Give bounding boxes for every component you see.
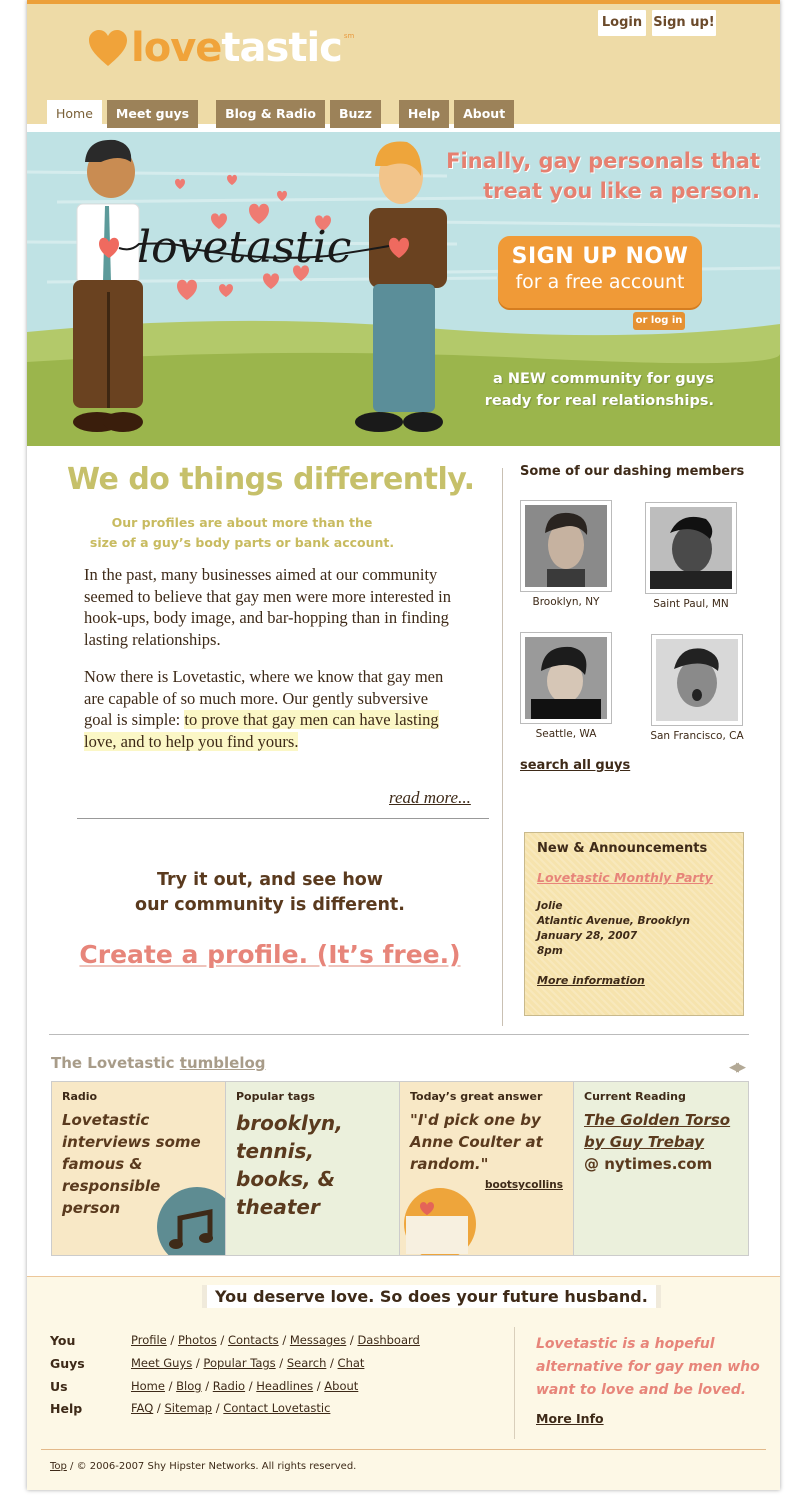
footer-link-photos[interactable]: Photos: [177, 1333, 217, 1347]
section-divider: [49, 1034, 749, 1035]
member-avatar-icon: [650, 507, 732, 589]
news-title: New & Announcements: [537, 841, 708, 856]
create-profile-link[interactable]: Create a profile. (It’s free.): [79, 940, 461, 969]
footer-link-sitemap[interactable]: Sitemap: [164, 1401, 213, 1415]
news-more-info-link[interactable]: More information: [537, 974, 645, 987]
tumblelog-popular-tags[interactable]: Popular tags brooklyn, tennis, books, & theater: [226, 1082, 400, 1255]
hero-headline: Finally, gay personals that treat you like a person.: [446, 149, 760, 203]
man-left: [73, 140, 143, 432]
footer-link-search[interactable]: Search: [286, 1356, 327, 1370]
hero-login-button[interactable]: or log in: [633, 312, 685, 330]
member-card[interactable]: [637, 634, 757, 742]
site-header: [27, 0, 780, 124]
footer-link-messages[interactable]: Messages: [289, 1333, 347, 1347]
tumblelog-arrows[interactable]: [729, 1060, 743, 1075]
intro-paragraph-2: Now there is Lovetastic, where we know that gay men are capable of so much more. Our gently subversive goal is simple: to prove that gay men can have lasting love, and to help you find yours.: [84, 667, 444, 751]
footer-rule: [41, 1449, 766, 1450]
tab-home[interactable]: Home: [47, 100, 102, 128]
hero-script-wordmark: lovetastic: [137, 222, 352, 273]
intro-title: We do things differently.: [67, 462, 475, 497]
tab-help[interactable]: Help: [399, 100, 449, 128]
tab-blog-radio[interactable]: Blog & Radio: [216, 100, 325, 128]
intro-paragraph-1: In the past, many businesses aimed at our community seemed to believe that gay men were more interested in hook-ups, body image, and bar-hopping than in finding lasting relationships.: [84, 565, 451, 649]
member-photo[interactable]: [520, 632, 612, 724]
music-note-icon: [152, 1182, 226, 1255]
answer-author-link[interactable]: bootsycollins: [484, 1179, 563, 1191]
back-to-top-link[interactable]: Top: [50, 1461, 67, 1472]
service-mark: sm: [343, 32, 355, 40]
footer-link-about[interactable]: About: [324, 1379, 359, 1393]
footer-tagline: You deserve love. So does your future husband.: [207, 1285, 656, 1308]
page: [27, 0, 780, 1490]
read-more-link[interactable]: read more...: [389, 788, 471, 807]
footer-link-profile[interactable]: Profile: [131, 1333, 167, 1347]
tumblelog-grid: [51, 1081, 749, 1256]
tumblelog-radio[interactable]: Radio Lovetastic interviews some famous & responsible person: [52, 1082, 226, 1255]
signup-now-button[interactable]: SIGN UP NOW for a free account: [498, 236, 702, 308]
site-footer: [27, 1276, 780, 1490]
footer-link-blog[interactable]: Blog: [176, 1379, 202, 1393]
tab-meet-guys[interactable]: Meet guys: [107, 100, 198, 128]
column-divider: [502, 468, 503, 1026]
intro-body: [84, 564, 454, 768]
member-location: San Francisco, CA: [650, 730, 744, 742]
logo[interactable]: [87, 26, 354, 70]
news-box: [524, 832, 744, 1016]
footer-link-chat[interactable]: Chat: [337, 1356, 365, 1370]
tab-about[interactable]: About: [454, 100, 514, 128]
news-event-link[interactable]: Lovetastic Monthly Party: [537, 870, 713, 885]
folder-heart-icon: [400, 1180, 480, 1255]
reading-title-link[interactable]: The Golden Torso by Guy Trebay: [584, 1111, 731, 1151]
tumblelog-great-answer[interactable]: Today’s great answer "I'd pick one by Anne Coulter at random." bootsycollins: [400, 1082, 574, 1255]
news-event-details: Jolie Atlantic Avenue, Brooklyn January 28, 2007 8pm: [537, 900, 690, 957]
member-location: Saint Paul, MN: [653, 598, 729, 610]
hero-banner: [27, 132, 780, 446]
member-card[interactable]: [506, 500, 626, 608]
try-it-text: Try it out, and see how our community is different.: [135, 870, 405, 915]
member-photo[interactable]: [520, 500, 612, 592]
footer-row-help: Help FAQ / Sitemap / Contact Lovetastic: [50, 1401, 331, 1416]
member-avatar-icon: [656, 639, 738, 721]
tab-buzz[interactable]: Buzz: [330, 100, 381, 128]
footer-link-popular-tags[interactable]: Popular Tags: [203, 1356, 276, 1370]
footer-row-you: You Profile / Photos / Contacts / Messages / Dashboard: [50, 1333, 420, 1348]
footer-link-headlines[interactable]: Headlines: [256, 1379, 314, 1393]
tumblelog-current-reading[interactable]: Current Reading The Golden Torso by Guy Trebay @ nytimes.com: [574, 1082, 748, 1255]
footer-link-meet-guys[interactable]: Meet Guys: [131, 1356, 193, 1370]
member-photo[interactable]: [645, 502, 737, 594]
intro-subtitle: Our profiles are about more than the size of a guy’s body parts or bank account.: [89, 515, 395, 550]
tumblelog-title: The Lovetastic tumblelog: [51, 1054, 266, 1072]
hero-tagline: a NEW community for guys ready for real relationships.: [484, 371, 714, 409]
heart-logo-icon: [87, 28, 129, 68]
tumblelog-link[interactable]: tumblelog: [179, 1054, 266, 1072]
footer-link-radio[interactable]: Radio: [212, 1379, 246, 1393]
main-nav: [47, 100, 519, 128]
footer-row-us: Us Home / Blog / Radio / Headlines / About: [50, 1379, 359, 1394]
footer-link-contact[interactable]: Contact Lovetastic: [223, 1401, 331, 1415]
login-button[interactable]: Login: [598, 10, 646, 36]
footer-row-guys: Guys Meet Guys / Popular Tags / Search / Chat: [50, 1356, 365, 1371]
section-divider: [77, 818, 489, 819]
footer-link-dashboard[interactable]: Dashboard: [357, 1333, 420, 1347]
footer-link-home[interactable]: Home: [131, 1379, 165, 1393]
signup-button[interactable]: Sign up!: [652, 10, 716, 36]
member-avatar-icon: [525, 505, 607, 587]
footer-more-info-link[interactable]: More Info: [536, 1411, 604, 1426]
members-title: Some of our dashing members: [520, 464, 745, 479]
member-location: Seattle, WA: [535, 728, 597, 740]
footer-link-contacts[interactable]: Contacts: [227, 1333, 279, 1347]
member-avatar-icon: [525, 637, 607, 719]
footer-pitch: Lovetastic is a hopeful alternative for gay men who want to love and be loved.: [536, 1336, 760, 1398]
arrow-left-icon[interactable]: ◀: [729, 1060, 736, 1075]
arrow-right-icon[interactable]: ▶: [736, 1060, 743, 1075]
member-card[interactable]: [506, 632, 626, 740]
footer-divider: [514, 1327, 515, 1439]
member-location: Brooklyn, NY: [532, 596, 600, 608]
footer-link-faq[interactable]: FAQ: [131, 1401, 154, 1415]
search-all-guys-link[interactable]: search all guys: [520, 758, 631, 773]
member-card[interactable]: [631, 502, 751, 610]
copyright: Top / © 2006-2007 Shy Hipster Networks. All rights reserved.: [50, 1461, 357, 1472]
member-photo[interactable]: [651, 634, 743, 726]
logo-wordmark: lovetastic: [131, 25, 342, 71]
